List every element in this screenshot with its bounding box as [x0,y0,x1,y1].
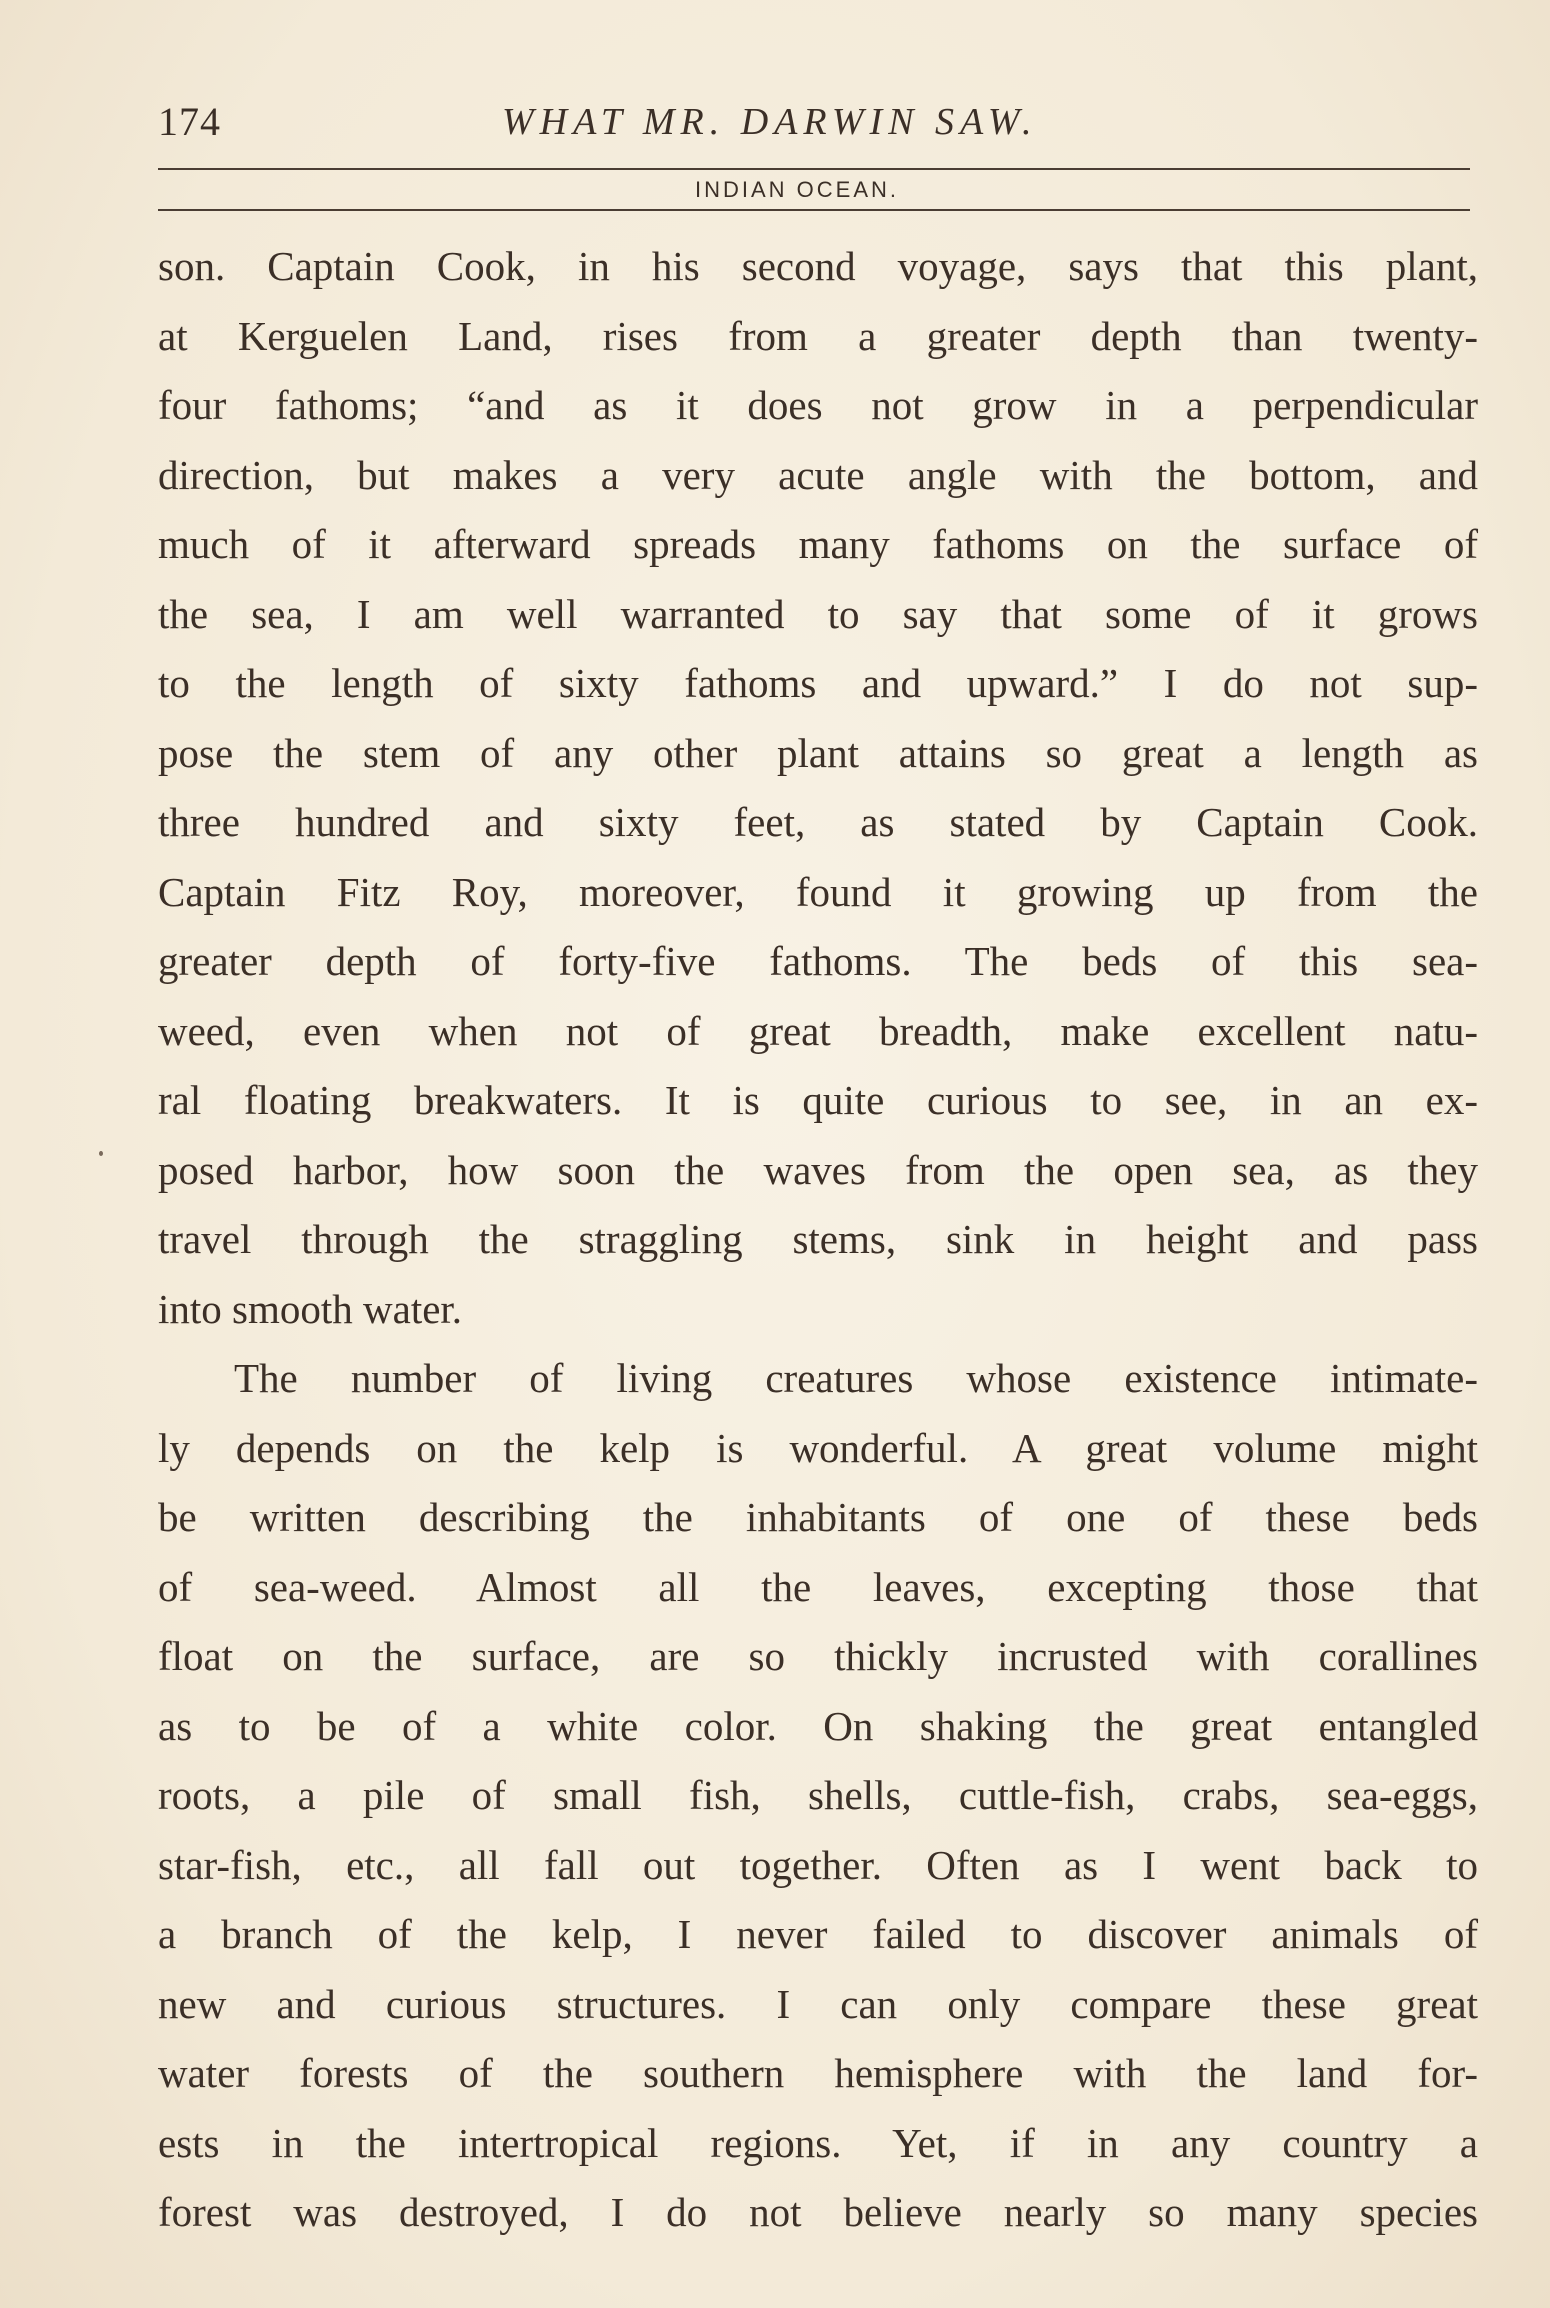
text-line: to the length of sixty fathoms and upward.” I do not sup- [158,660,1478,706]
text-line: ests in the intertropical regions. Yet, if in any country a [158,2119,1478,2166]
text-line: star-fish, etc., all fall out together. Often as I went back to [158,1841,1478,1888]
text-line: roots, a pile of small fish, shells, cuttle-fish, crabs, sea-eggs, [158,1772,1478,1818]
text-line: the sea, I am well warranted to say that some of it grows [158,590,1478,637]
text-line: travel through the straggling stems, sink in height and pass [158,1216,1478,1262]
text-line: four fathoms; “and as it does not grow in a perpendicular [158,382,1478,428]
text-line: of sea-weed. Almost all the leaves, excepting those that [158,1563,1478,1610]
text-line: three hundred and sixty feet, as stated by Captain Cook. [158,799,1478,845]
text-line: water forests of the southern hemisphere with the land for- [158,2050,1478,2096]
page-header [158,98,1470,158]
text-line: be written describing the inhabitants of one of these beds [158,1494,1478,1540]
text-line: a branch of the kelp, I never failed to discover animals of [158,1911,1478,1957]
text-line: as to be of a white color. On shaking the great entangled [158,1702,1478,1749]
text-line: greater depth of forty-five fathoms. The beds of this sea- [158,938,1478,984]
text-line: direction, but makes a very acute angle with the bottom, and [158,451,1478,498]
page-number: 174 [158,99,221,144]
text-line: at Kerguelen Land, rises from a greater depth than twenty- [158,312,1478,359]
text-line: forest was destroyed, I do not believe nearly so many species [158,2189,1478,2235]
text-line: ly depends on the kelp is wonderful. A great volume might [158,1424,1478,1471]
running-title: WHAT MR. DARWIN SAW. [502,101,1038,143]
paragraph-start-line: The number of living creatures whose existence intimate- [234,1355,1478,1401]
text-line: weed, even when not of great breadth, make excellent natu- [158,1007,1478,1054]
text-line: posed harbor, how soon the waves from the open sea, as they [158,1146,1478,1193]
text-line: float on the surface, are so thickly incrusted with corallines [158,1633,1478,1679]
text-line: pose the stem of any other plant attains so great a length as [158,729,1478,776]
header-rule-top [158,168,1470,170]
text-line: ral floating breakwaters. It is quite curious to see, in an ex- [158,1077,1478,1123]
text-line: Captain Fitz Roy, moreover, found it growing up from the [158,868,1478,915]
section-label: INDIAN OCEAN. [695,177,900,202]
text-line: son. Captain Cook, in his second voyage, says that this plant, [158,243,1478,289]
body-text [158,232,1478,2248]
text-line: much of it afterward spreads many fathoms on the surface of [158,521,1478,567]
margin-speck [99,1151,103,1156]
header-rule-bottom [158,209,1470,211]
text-line: new and curious structures. I can only compare these great [158,1980,1478,2027]
paragraph-end-line: into smooth water. [158,1285,463,1332]
